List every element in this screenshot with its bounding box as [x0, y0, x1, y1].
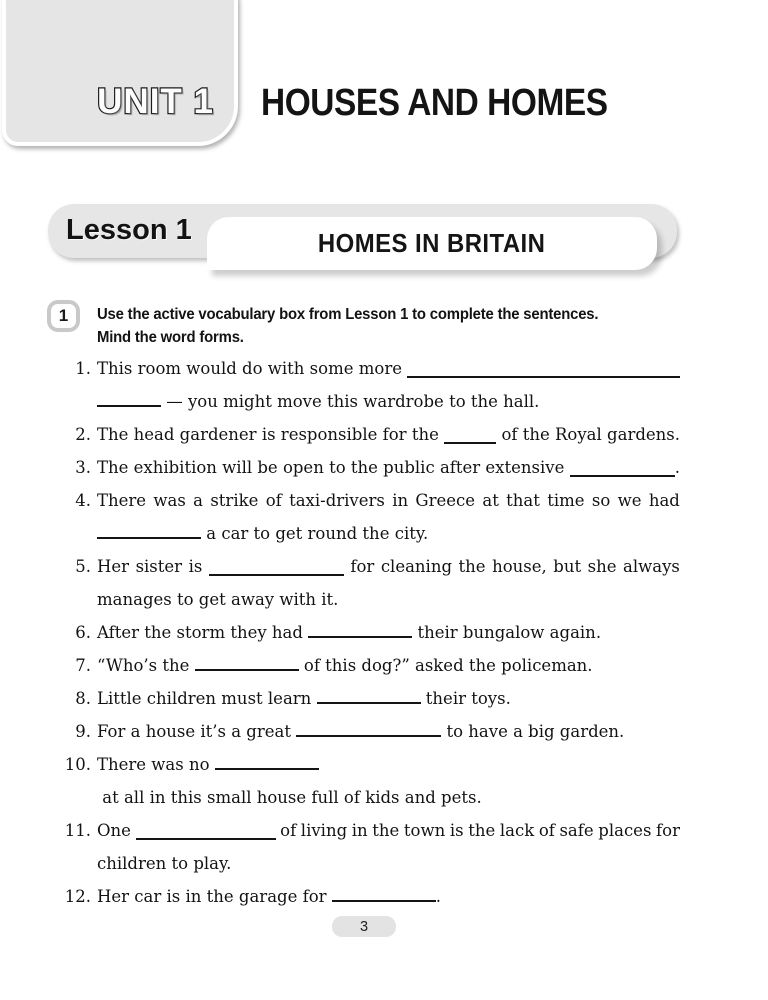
answer-blank	[97, 393, 161, 407]
sentence-text: .	[435, 887, 442, 906]
item-text	[97, 748, 680, 814]
sentence-text: a car to get round the city.	[201, 524, 429, 543]
sentence-item	[56, 616, 680, 649]
sentence-word: There	[97, 491, 147, 510]
sentence-word: for	[656, 821, 680, 840]
instruction-line: Use the active vocabulary box from Lesson 1 to complete the sentences.	[97, 306, 599, 323]
item-text	[97, 451, 680, 484]
sentence-word: that	[506, 491, 540, 510]
sentence-text: to have a big garden.	[441, 722, 625, 741]
item-text	[97, 550, 680, 616]
sentence-word: of	[265, 491, 282, 510]
sentence-word: always	[623, 557, 680, 576]
answer-blank	[97, 525, 201, 539]
item-number: 1.	[75, 359, 91, 378]
answer-blank	[215, 756, 319, 770]
item-number: 4.	[75, 491, 91, 510]
answer-blank	[296, 723, 441, 737]
sentence-item	[56, 352, 680, 418]
sentence-word: the	[468, 821, 496, 840]
sentence-text: Little children must learn	[97, 689, 317, 708]
sentence-word: but	[553, 557, 582, 576]
unit-label: UNIT 1	[97, 82, 214, 121]
sentence-word: had	[648, 491, 680, 510]
sentence-text: their toys.	[420, 689, 511, 708]
item-number: 11.	[64, 821, 91, 840]
answer-blank	[444, 430, 496, 444]
sentence-item	[56, 484, 680, 550]
item-text	[97, 814, 680, 880]
answer-blank	[570, 463, 675, 477]
sentence-word: Greece	[415, 491, 476, 510]
item-number: 12.	[64, 887, 91, 906]
exercise-number: 1	[58, 306, 69, 325]
item-number: 7.	[75, 656, 91, 675]
sentence-text: of this dog?” asked the policeman.	[298, 656, 593, 675]
sentence-text: “Who’s the	[97, 656, 195, 675]
answer-blank	[195, 657, 299, 671]
sentence-word: safe	[559, 821, 594, 840]
item-number: 8.	[75, 689, 91, 708]
sentence-word: in	[351, 821, 368, 840]
sentence-word: lack	[499, 821, 535, 840]
answer-blank	[209, 562, 344, 576]
item-text	[97, 649, 680, 682]
item-text	[97, 484, 680, 550]
sentence-word: we	[617, 491, 642, 510]
sentence-word: living	[300, 821, 348, 840]
sentence-word: town	[403, 821, 446, 840]
sentence-word: so	[591, 491, 611, 510]
answer-blank	[308, 624, 412, 638]
unit-title: HOUSES AND HOMES	[261, 82, 608, 124]
item-text	[97, 682, 680, 715]
sentence-word: time	[547, 491, 585, 510]
sentence-text: For a house it’s a great	[97, 722, 297, 741]
item-text	[97, 880, 680, 913]
sentence-word: of	[538, 821, 555, 840]
sentence-text: There was no	[97, 755, 215, 774]
item-number: 5.	[75, 557, 91, 576]
exercise-instructions	[97, 303, 674, 349]
sentence-word: Her	[97, 557, 130, 576]
page-number: 3	[359, 918, 369, 935]
item-number: 6.	[75, 623, 91, 642]
item-number: 9.	[75, 722, 91, 741]
sentence-text: of the Royal gardens.	[496, 425, 680, 444]
answer-blank	[332, 888, 436, 902]
page-number-pill	[332, 916, 396, 937]
lesson-title-tab	[207, 217, 657, 270]
item-text	[97, 616, 680, 649]
sentence-item	[56, 550, 680, 616]
sentence-word: sister	[135, 557, 183, 576]
sentence-word: in	[392, 491, 409, 510]
sentence-item	[56, 451, 680, 484]
sentence-word: she	[587, 557, 617, 576]
item-number: 10.	[64, 755, 91, 774]
sentence-word: a	[193, 491, 203, 510]
sentence-word: One	[97, 821, 131, 840]
sentence-word: is	[449, 821, 464, 840]
sentence-text: at all in this small house full of kids and pets.	[97, 788, 482, 807]
sentence-item	[56, 715, 680, 748]
sentence-text: Her car is in the garage for	[97, 887, 332, 906]
sentence-word: taxi-drivers	[289, 491, 385, 510]
sentence-item	[56, 814, 680, 880]
answer-blank	[317, 690, 421, 704]
sentence-item	[56, 682, 680, 715]
exercise-number-badge	[47, 300, 80, 332]
sentence-word: the	[458, 557, 486, 576]
sentence-word: was	[153, 491, 186, 510]
sentence-text: After the storm they had	[97, 623, 309, 642]
item-text	[97, 418, 680, 451]
sentence-text: their bungalow again.	[412, 623, 602, 642]
sentence-word: for	[350, 557, 375, 576]
sentence-text: The exhibition will be open to the public after extensive	[97, 458, 570, 477]
item-text	[97, 715, 680, 748]
sentence-list	[56, 352, 680, 913]
sentence-text: .	[674, 458, 680, 477]
sentence-text: The head gardener is responsible for the	[97, 425, 445, 444]
sentence-item	[56, 880, 680, 913]
lesson-title: HOMES IN BRITAIN	[318, 228, 546, 258]
sentence-word: strike	[210, 491, 259, 510]
sentence-word: of	[280, 821, 297, 840]
sentence-word: cleaning	[380, 557, 453, 576]
sentence-text: — you might move this wardrobe to the hall.	[161, 392, 540, 411]
answer-blank	[136, 826, 276, 840]
lesson-label: Lesson 1	[66, 214, 192, 246]
instruction-line: Mind the word forms.	[97, 329, 244, 346]
sentence-text: children to play.	[97, 854, 232, 873]
sentence-item	[56, 418, 680, 451]
sentence-word: is	[188, 557, 203, 576]
sentence-word: places	[598, 821, 652, 840]
sentence-text: manages to get away with it.	[97, 590, 339, 609]
sentence-text: This room would do with some more	[97, 359, 408, 378]
item-number: 2.	[75, 425, 91, 444]
sentence-word: house,	[492, 557, 547, 576]
unit-tab	[2, 0, 238, 146]
item-number: 3.	[75, 458, 91, 477]
sentence-word: at	[482, 491, 499, 510]
sentence-word: the	[372, 821, 400, 840]
sentence-item	[56, 649, 680, 682]
item-text	[97, 352, 680, 418]
answer-blank	[407, 364, 680, 378]
sentence-item	[56, 748, 680, 814]
